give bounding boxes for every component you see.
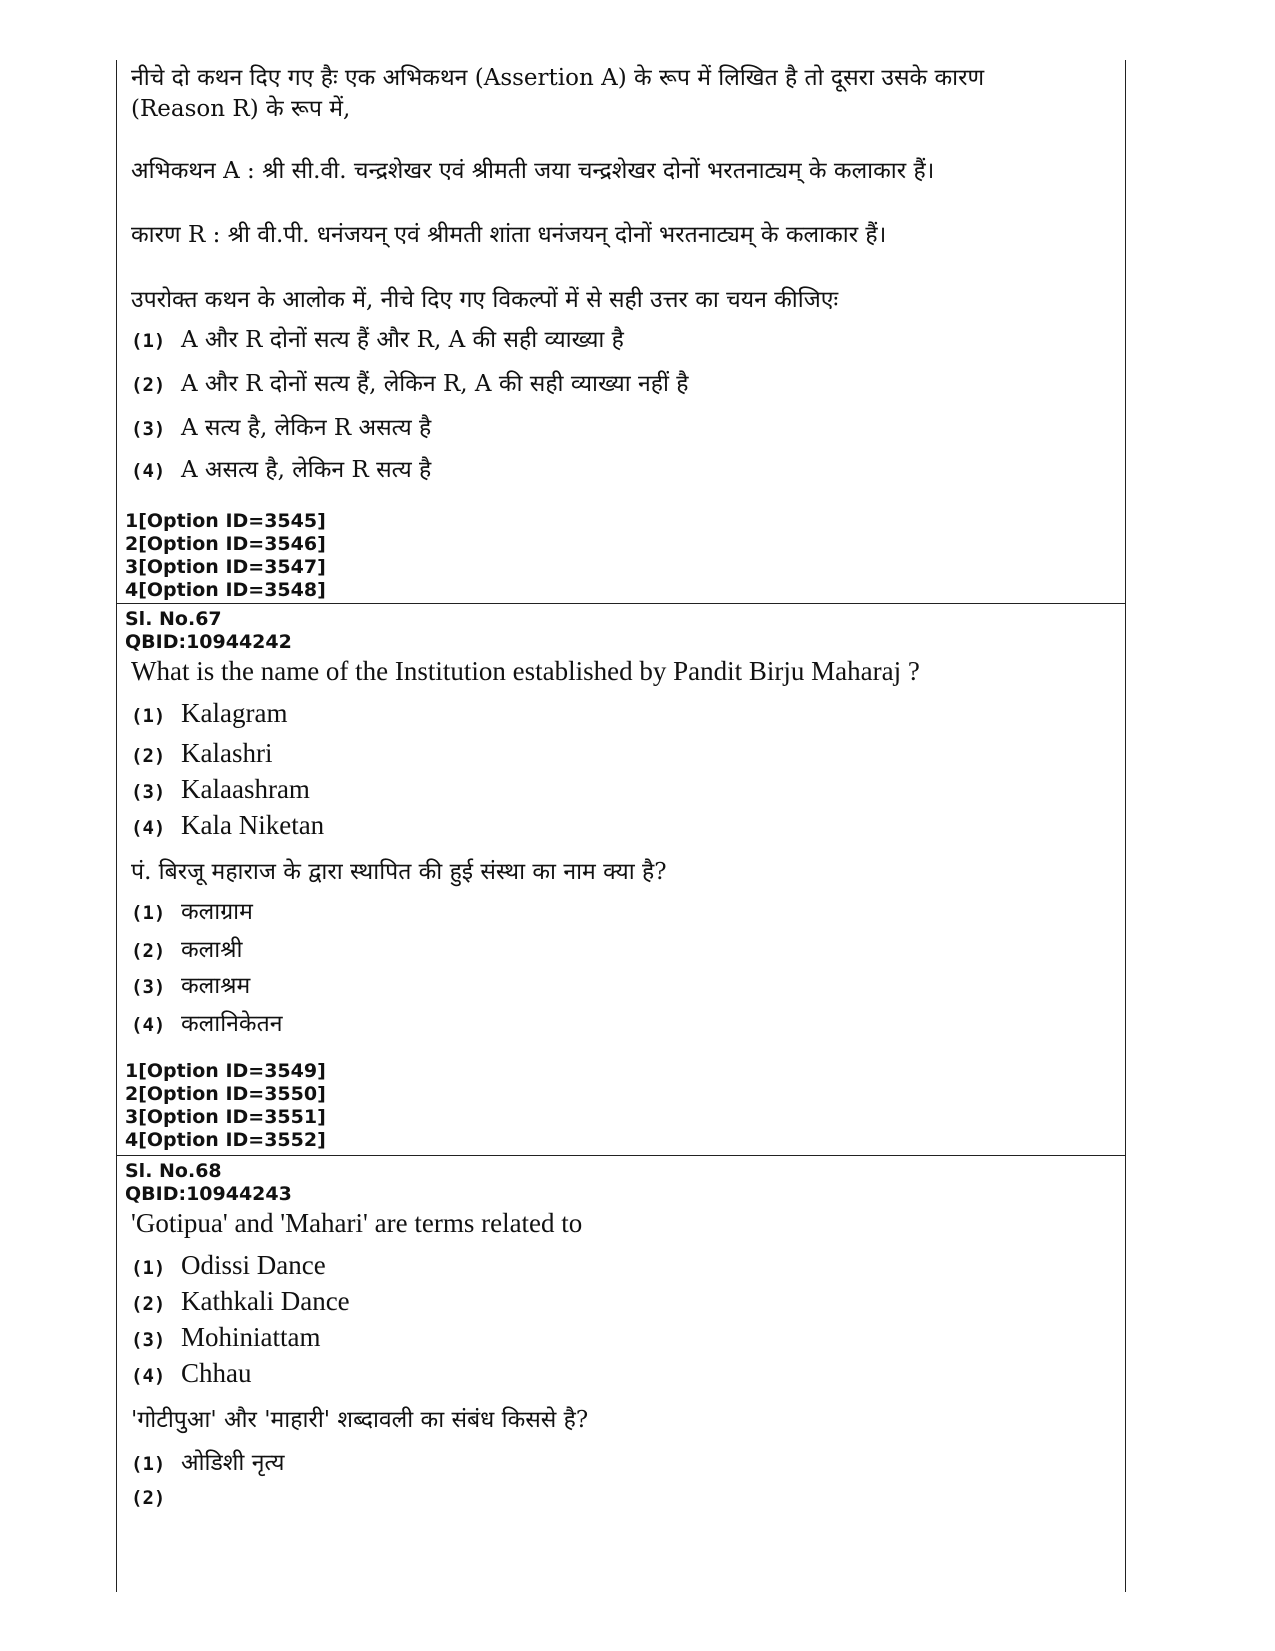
question-68	[117, 1160, 1125, 1592]
option-number: (3)	[131, 976, 166, 998]
option-4	[131, 452, 431, 484]
option-4-en	[131, 1358, 252, 1389]
option-text: Kalashri	[181, 738, 273, 768]
option-number: (2)	[131, 1487, 166, 1509]
assertion-intro-line-1: नीचे दो कथन दिए गए हैः एक अभिकथन (Assertion A) के रूप में लिखित है तो दूसरा उसके कारण	[131, 65, 985, 91]
option-text: कलानिकेतन	[181, 1011, 283, 1037]
option-number: (2)	[131, 1293, 166, 1315]
option-id: 4[Option ID=3552]	[125, 1129, 326, 1151]
question-text-en: 'Gotipua' and 'Mahari' are terms related to	[131, 1208, 583, 1238]
option-id: 1[Option ID=3549]	[125, 1060, 326, 1082]
option-4-hi	[131, 1006, 282, 1038]
option-text: Kalaashram	[181, 774, 310, 804]
option-text: Kala Niketan	[181, 810, 325, 840]
option-text: कलाश्रम	[181, 973, 251, 999]
option-text: ओडिशी नृत्य	[181, 1450, 285, 1476]
question-text-hi: पं. बिरजू महाराज के द्वारा स्थापित की हुई संस्था का नाम क्या है?	[131, 859, 667, 885]
option-text: A असत्य है, लेकिन R सत्य है	[181, 457, 432, 483]
option-number: (4)	[131, 817, 166, 839]
question-paper-frame	[116, 60, 1126, 1592]
option-text: Odissi Dance	[181, 1250, 326, 1280]
option-2	[131, 366, 689, 398]
option-number: (2)	[131, 940, 166, 962]
option-3-en	[131, 774, 310, 805]
serial-number: Sl. No.67	[125, 608, 222, 630]
divider	[117, 1155, 1125, 1156]
option-text: A और R दोनों सत्य हैं, लेकिन R, A की सही व्याख्या नहीं है	[181, 371, 689, 397]
option-number: (3)	[131, 1329, 166, 1351]
option-number: (4)	[131, 1365, 166, 1387]
option-1-en	[131, 698, 287, 729]
option-id: 2[Option ID=3546]	[125, 533, 326, 555]
option-3	[131, 410, 431, 442]
option-1	[131, 322, 624, 354]
option-1-hi	[131, 1445, 284, 1477]
option-number: (4)	[131, 460, 166, 482]
qbid: QBID:10944243	[125, 1183, 292, 1205]
reason-statement: कारण R : श्री वी.पी. धनंजयन् एवं श्रीमती शांता धनंजयन् दोनों भरतनाट्यम् के कलाकार हैं।	[131, 222, 887, 248]
question-66	[117, 60, 1125, 622]
option-number: (1)	[131, 902, 166, 924]
option-id: 1[Option ID=3545]	[125, 510, 326, 532]
option-id: 3[Option ID=3547]	[125, 556, 326, 578]
option-1-en	[131, 1250, 326, 1281]
question-text-en: What is the name of the Institution established by Pandit Birju Maharaj ?	[131, 656, 920, 686]
option-number: (1)	[131, 705, 166, 727]
serial-number: Sl. No.68	[125, 1160, 222, 1182]
qbid: QBID:10944242	[125, 631, 292, 653]
question-67	[117, 608, 1125, 1151]
question-meta	[125, 1160, 292, 1206]
option-2-en	[131, 738, 272, 769]
instruction-text: उपरोक्त कथन के आलोक में, नीचे दिए गए विकल्पों में से सही उत्तर का चयन कीजिएः	[131, 287, 839, 313]
option-text: Kathkali Dance	[181, 1286, 350, 1316]
option-2-en	[131, 1286, 350, 1317]
option-text: Mohiniattam	[181, 1322, 321, 1352]
option-ids	[125, 510, 326, 602]
divider	[117, 603, 1125, 604]
option-id: 4[Option ID=3548]	[125, 579, 326, 601]
option-number: (2)	[131, 745, 166, 767]
option-text: Kalagram	[181, 698, 288, 728]
option-1-hi	[131, 894, 253, 926]
assertion-intro-line-2: (Reason R) के रूप में,	[131, 96, 351, 122]
option-2-hi	[131, 1484, 181, 1510]
option-text: कलाश्री	[181, 937, 243, 963]
question-text-hi: 'गोटीपुआ' और 'माहारी' शब्दावली का संबंध किससे है?	[131, 1407, 589, 1433]
option-text: A और R दोनों सत्य हैं और R, A की सही व्याख्या है	[181, 327, 624, 353]
option-number: (1)	[131, 1257, 166, 1279]
option-id: 2[Option ID=3550]	[125, 1083, 326, 1105]
option-id: 3[Option ID=3551]	[125, 1106, 326, 1128]
option-ids	[125, 1060, 326, 1152]
question-meta	[125, 608, 292, 654]
option-text: कलाग्राम	[181, 899, 253, 925]
option-number: (3)	[131, 418, 166, 440]
option-text: A सत्य है, लेकिन R असत्य है	[181, 415, 432, 441]
option-number: (1)	[131, 1453, 166, 1475]
option-2-hi	[131, 932, 242, 964]
option-number: (4)	[131, 1014, 166, 1036]
option-3-hi	[131, 968, 250, 1000]
option-4-en	[131, 810, 324, 841]
option-text: Chhau	[181, 1358, 252, 1388]
option-number: (2)	[131, 374, 166, 396]
option-number: (3)	[131, 781, 166, 803]
option-number: (1)	[131, 330, 166, 352]
option-3-en	[131, 1322, 320, 1353]
assertion-statement: अभिकथन A : श्री सी.वी. चन्द्रशेखर एवं श्रीमती जया चन्द्रशेखर दोनों भरतनाट्यम् के कलाकार हैं।	[131, 158, 935, 184]
